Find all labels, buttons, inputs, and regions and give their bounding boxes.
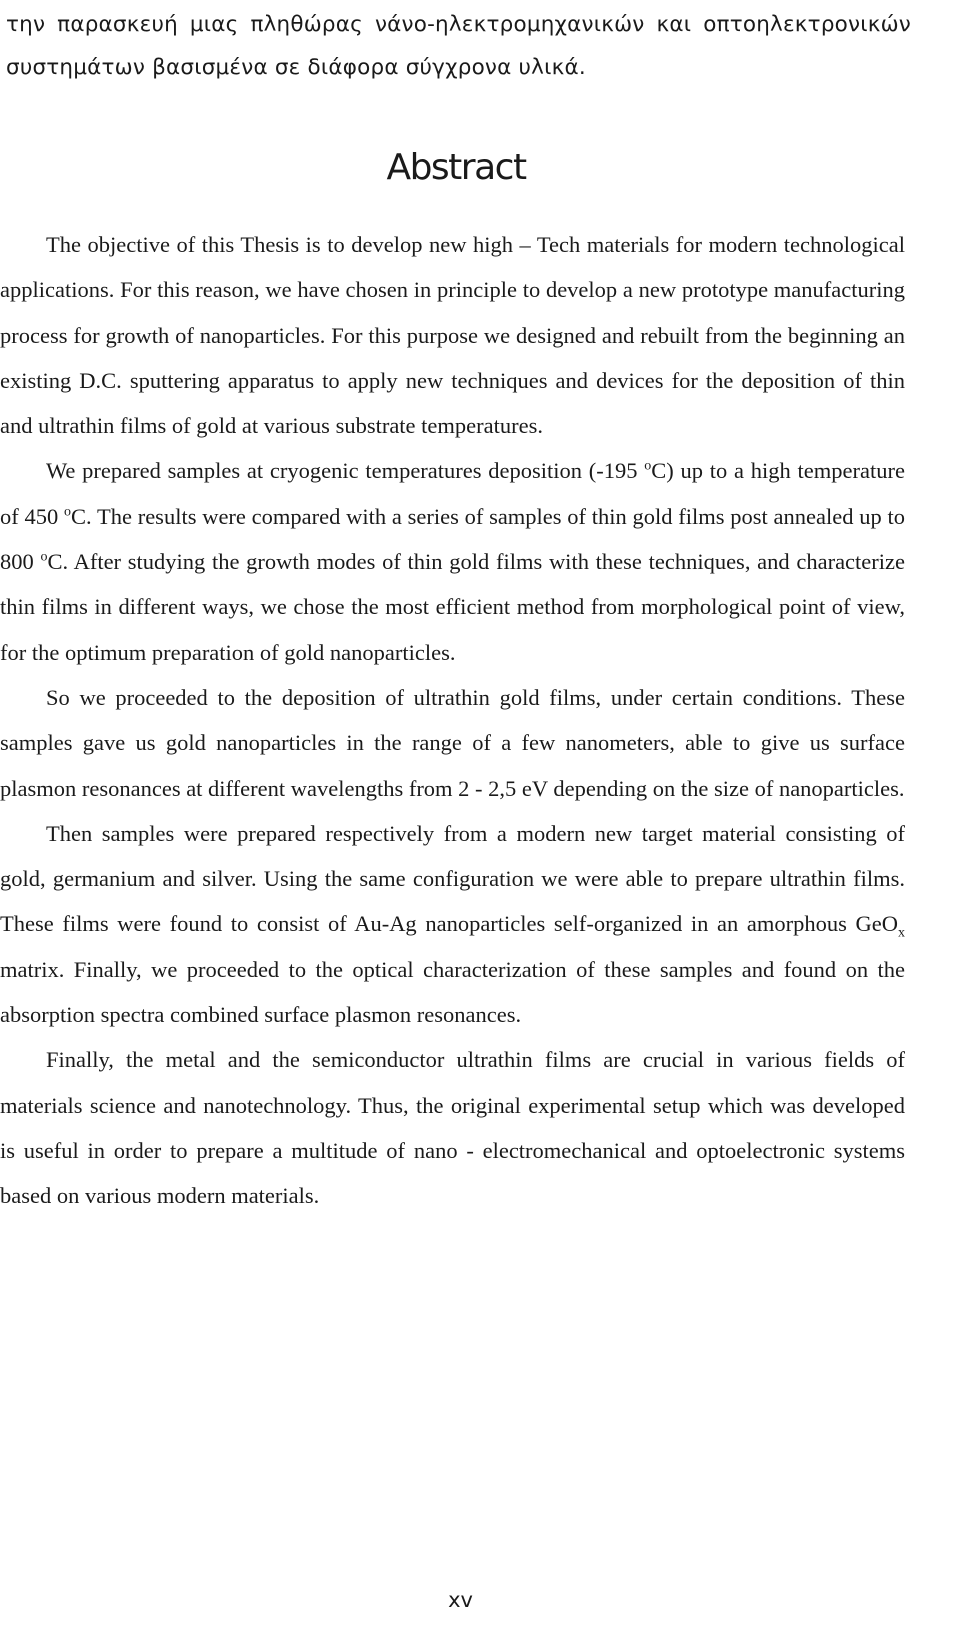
abstract-heading: Abstract: [386, 147, 526, 188]
document-page: [6, 0, 911, 89]
greek-intro-text: την παρασκευή μιας πληθώρας νάνο-ηλεκτρομηχανικών και οπτοηλεκτρονικών συστημάτων βασισμένα σε διάφορα σύγχρονα υλικά.: [6, 12, 911, 80]
p2-text-a: We prepared samples at cryogenic temperatures deposition (-195: [46, 458, 645, 484]
abstract-paragraph-5: Finally, the metal and the semiconductor ultrathin films are crucial in various fields of materials science and nanotechnology. Thus, the original experimental setup which was developed is useful in order to prepare a multitude of nano - electromechanical and optoelectronic systems based on various modern materials.: [0, 1047, 905, 1209]
degree-superscript: o: [644, 458, 652, 474]
p2-text-b: C) up to a high temperature of 450: [0, 458, 905, 529]
abstract-paragraph-1: The objective of this Thesis is to develop new high – Tech materials for modern technological applications. For this reason, we have chosen in principle to develop a new prototype manufacturing process for growth of nanoparticles. For this purpose we designed and rebuilt from the beginning an existing D.C. sputtering apparatus to apply new techniques and devices for the deposition of thin and ultrathin films of gold at various substrate temperatures.: [0, 232, 905, 439]
abstract-paragraph-4: [0, 811, 905, 1037]
abstract-body: [0, 222, 905, 1219]
subscript-x: x: [898, 925, 905, 941]
p4-text-a: Then samples were prepared respectively from a modern new target material consisting of gold, germanium and silver. Using the same configuration we were able to prepare ultrathin films. These films were found to consist of Au-Ag nanoparticles self-organized in an amorphous GeO: [0, 820, 905, 937]
abstract-paragraph-3: So we proceeded to the deposition of ultrathin gold films, under certain conditions. These samples gave us gold nanoparticles in the range of a few nanometers, able to give us surface plasmon resonances at different wavelengths from 2 - 2,5 eV depending on the size of nanoparticles.: [0, 684, 905, 801]
p2-text-d: C. After studying the growth modes of thin gold films with these techniques, and characterize thin films in different ways, we chose the most efficient method from morphological point of view, for the optimum preparation of gold nanoparticles.: [0, 549, 905, 665]
degree-superscript: o: [40, 549, 48, 565]
degree-superscript: o: [64, 504, 71, 520]
abstract-paragraph-2: [0, 448, 905, 674]
page-number: xv: [448, 1588, 473, 1612]
p4-text-b: matrix. Finally, we proceeded to the optical characterization of these samples and found on the absorption spectra combined surface plasmon resonances.: [0, 956, 905, 1028]
p2-text-c: C. The results were compared with a series of samples of thin gold films post annealed up to 800: [0, 503, 905, 575]
